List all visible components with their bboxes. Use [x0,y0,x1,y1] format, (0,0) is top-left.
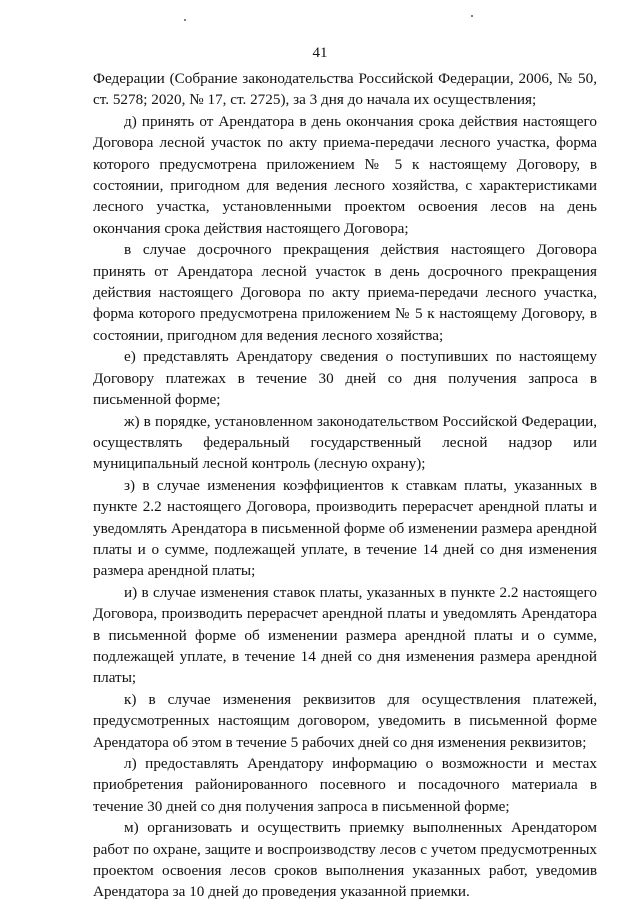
paragraph-early-termination: в случае досрочного прекращения действия настоящего Договора принять от Арендатора лесной участок в день досрочного прекращения действия настоящего Договора по акту приема-передачи лесного участка, форма которого предусмотрена приложением № 5 к настоящему Договору, в состоянии, пригодном для ведения лесного хозяйства; [93,241,597,344]
paragraph-item-e: е) представлять Арендатору сведения о поступивших по настоящему Договору платежах в течение 30 дней со дня получения запроса в письменной форме; [93,348,597,409]
paragraph-item-z: з) в случае изменения коэффициентов к ставкам платы, указанных в пункте 2.2 настоящего Договора, производить перерасчет арендной платы и уведомлять Арендатора в письменной форме об изменении размера арендной платы и о сумме, подлежащей уплате, в течение 14 дней со дня изменения размера арендной платы; [93,476,597,580]
paragraph-continuation: Федерации (Собрание законодательства Российской Федерации, 2006, № 50, ст. 5278; 2020, № 17, ст. 2725), за 3 дня до начала их осуществления; [93,70,597,109]
paragraph-item-d: д) принять от Арендатора в день окончания срока действия настоящего Договора лесной участок по акту приема-передачи лесного участка, форма которого предусмотрена приложением № 5 к настоящему Договору, в состоянии, пригодном для ведения лесного хозяйства, с характеристиками лесного участка, установленными проектом освоения лесов на день окончания срока действия настоящего Договора; [93,112,597,237]
paragraph-item-i: и) в случае изменения ставок платы, указанных в пункте 2.2 настоящего Договора, производить перерасчет арендной платы и уведомлять Арендатора в письменной форме об изменении размера арендной платы и о сумме, подлежащей уплате, в течение 14 дней со дня изменения размера арендной платы; [93,583,597,687]
scan-speck [184,19,186,21]
paragraph-item-l: л) предоставлять Арендатору информацию о возможности и местах приобретения районированного посевного и посадочного материала в течение 30 дней со дня получения запроса в письменной форме; [93,755,597,815]
scan-speck [471,15,473,17]
paragraph-item-zh: ж) в порядке, установленном законодательством Российской Федерации, осуществлять федеральный государственный лесной надзор или муниципальный лесной контроль (лесную охрану); [93,412,597,473]
page-number: 41 [312,45,328,61]
paragraph-item-k: к) в случае изменения реквизитов для осуществления платежей, предусмотренных настоящим договором, уведомить в письменной форме Арендатора об этом в течение 5 рабочих дней со дня изменения реквизитов; [93,690,597,751]
page-body [93,68,597,903]
paragraph-item-m: м) организовать и осуществить приемку выполненных Арендатором работ по охране, защите и воспроизводству лесов с учетом предусмотренных проектом освоения лесов сроков выполнения указанных работ, уведомив Арендатора за 10 дней до проведения указанной приемки. [93,819,597,901]
